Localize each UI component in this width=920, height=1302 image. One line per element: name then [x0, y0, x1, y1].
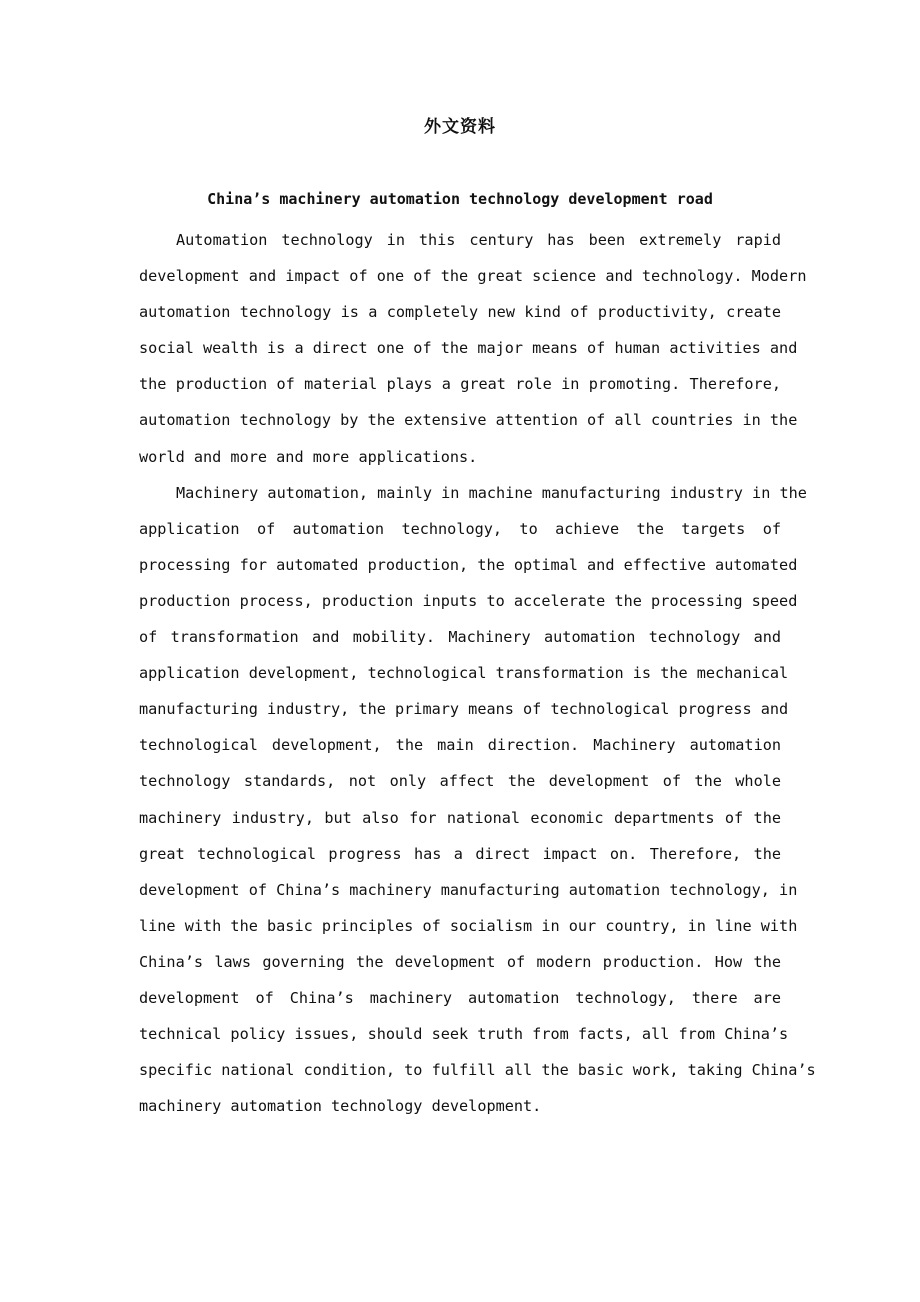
- paragraph-2-line-13: line with the basic principles of socialism in our country, in line with: [139, 916, 798, 935]
- paragraph-2-line-16: technical policy issues, should seek truth from facts, all from China’s: [139, 1025, 789, 1044]
- paragraph-2-line-4: production process, production inputs to accelerate the processing speed: [139, 591, 798, 610]
- article-title: China’s machinery automation technology development road: [207, 190, 713, 208]
- paragraph-2-line-18: machinery automation technology development.: [139, 1097, 542, 1116]
- paragraph-1-line-7: world and more and more applications.: [139, 447, 478, 466]
- paragraph-2-line-15: development of China’s machinery automation technology, there are: [139, 988, 781, 1007]
- paragraph-2-line-1: Machinery automation, mainly in machine manufacturing industry in the: [176, 483, 807, 502]
- paragraph-1-line-3: automation technology is a completely new kind of productivity, create: [139, 303, 781, 322]
- paragraph-2-line-8: technological development, the main direction. Machinery automation: [139, 736, 781, 755]
- paragraph-1-line-6: automation technology by the extensive attention of all countries in the: [139, 411, 798, 430]
- paragraph-2-line-10: machinery industry, but also for national economic departments of the: [139, 808, 781, 827]
- paragraph-2-line-9: technology standards, not only affect the development of the whole: [139, 772, 781, 791]
- article-body: [139, 222, 816, 1124]
- paragraph-2-line-17: specific national condition, to fulfill all the basic work, taking China’s: [139, 1061, 816, 1080]
- paragraph-2-line-2: application of automation technology, to achieve the targets of: [139, 519, 781, 538]
- paragraph-2-line-6: application development, technological transformation is the mechanical: [139, 664, 789, 683]
- paragraph-1-line-4: social wealth is a direct one of the major means of human activities and: [139, 339, 798, 358]
- paragraph-2-line-5: of transformation and mobility. Machinery automation technology and: [139, 628, 781, 647]
- paragraph-2-line-14: China’s laws governing the development of modern production. How the: [139, 952, 781, 971]
- page-heading: 外文资料: [424, 117, 496, 137]
- paragraph-1-line-1: Automation technology in this century has been extremely rapid: [176, 231, 781, 249]
- paragraph-2-line-11: great technological progress has a direct impact on. Therefore, the: [139, 844, 781, 863]
- paragraph-2-line-12: development of China’s machinery manufacturing automation technology, in: [139, 880, 798, 899]
- paragraph-2-line-3: processing for automated production, the optimal and effective automated: [139, 555, 798, 574]
- paragraph-1-line-5: the production of material plays a great role in promoting. Therefore,: [139, 375, 781, 394]
- paragraph-1-line-2: development and impact of one of the great science and technology. Modern: [139, 267, 807, 286]
- paragraph-2-line-7: manufacturing industry, the primary means of technological progress and: [139, 700, 789, 719]
